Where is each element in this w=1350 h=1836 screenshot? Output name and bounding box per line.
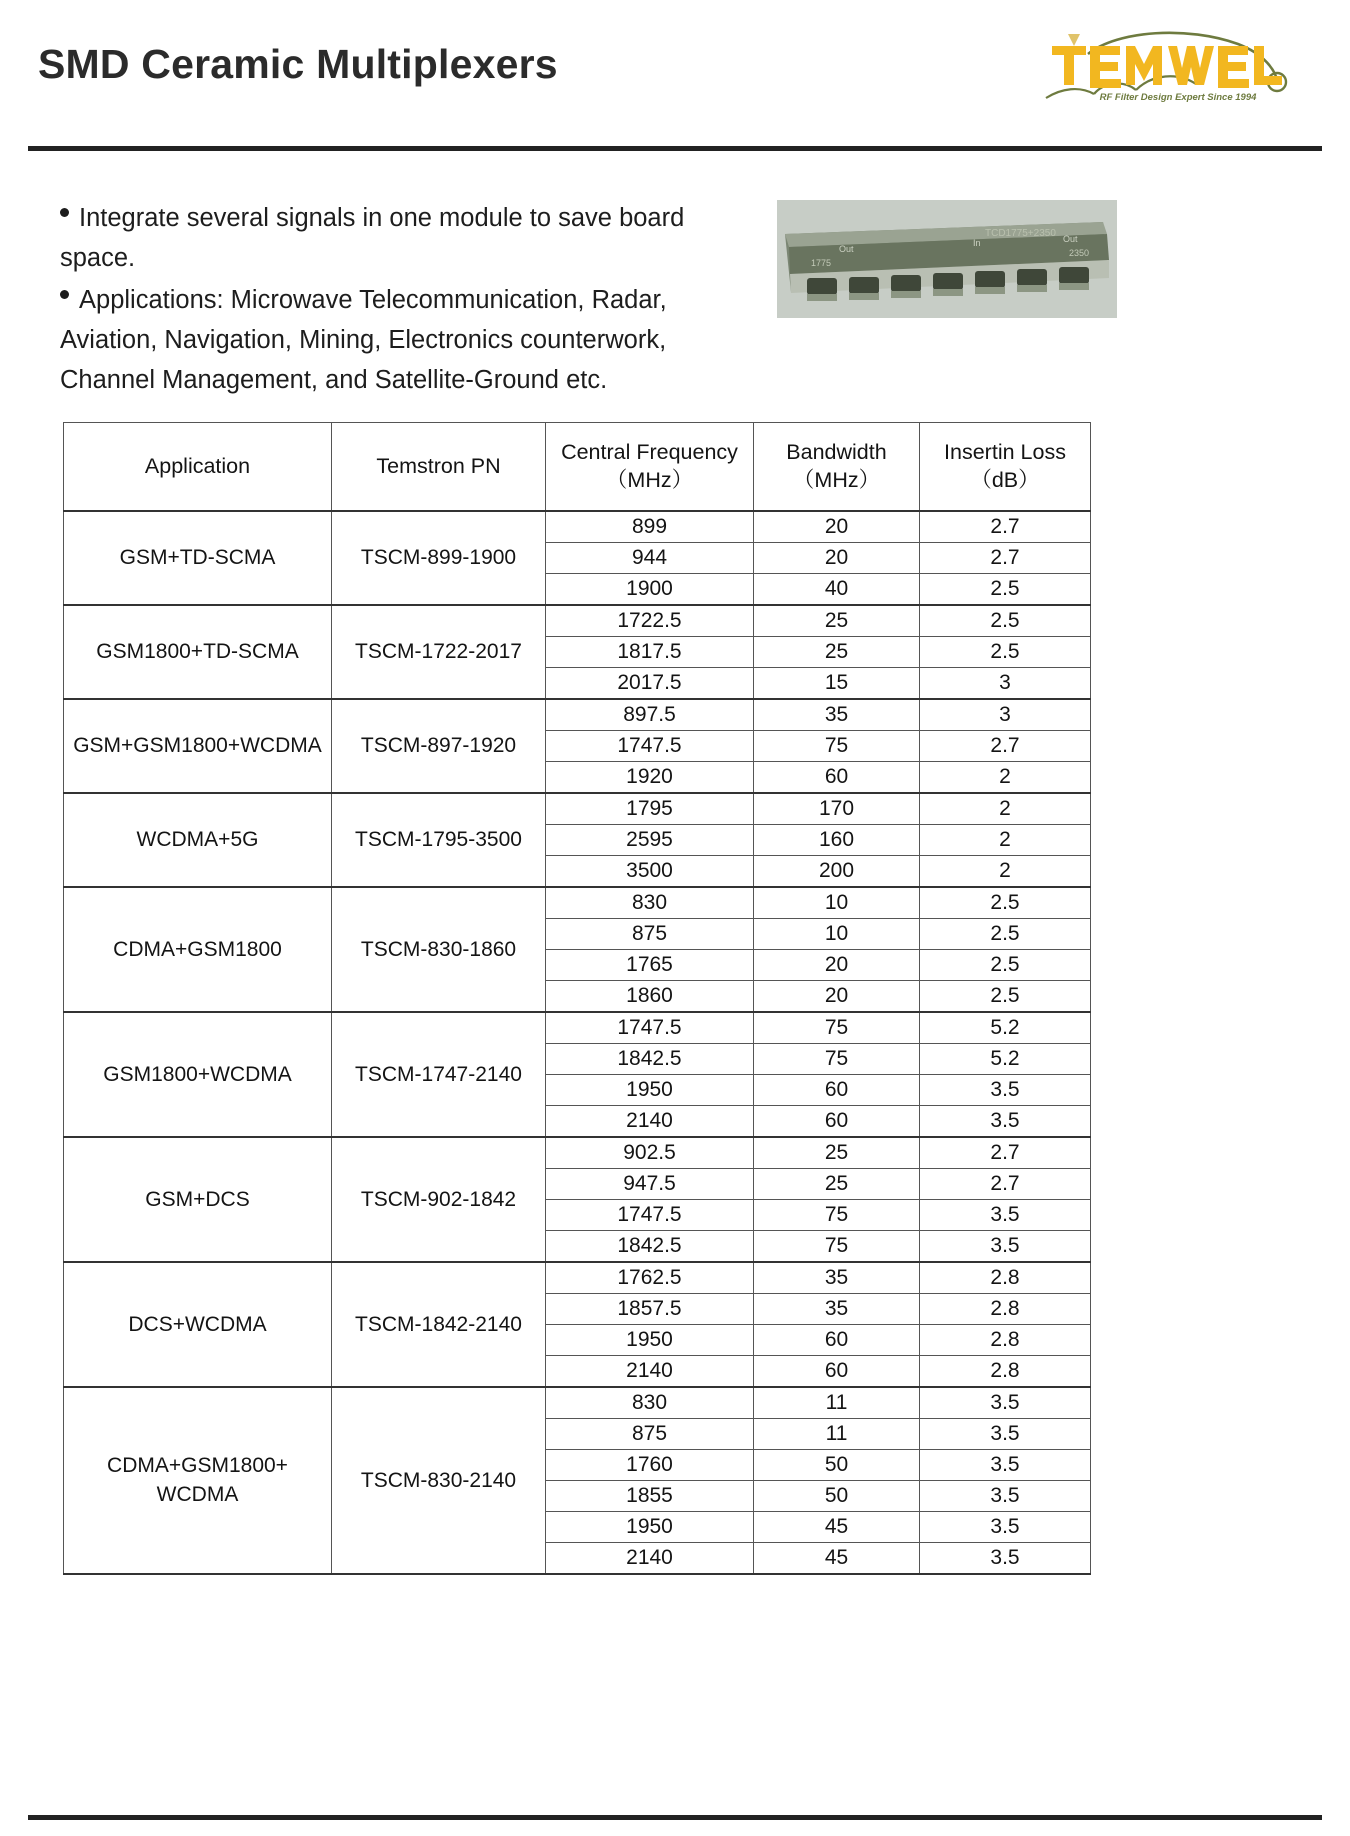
cell-insertion-loss: 5.2 xyxy=(920,1012,1091,1044)
column-header-temstron-pn xyxy=(332,423,546,511)
cell-central-frequency: 1860 xyxy=(546,980,754,1012)
table-row xyxy=(64,1387,1091,1419)
cell-bandwidth: 11 xyxy=(754,1387,920,1419)
cell-application: GSM1800+TD-SCMA xyxy=(64,605,332,699)
product-photo-graphic xyxy=(777,200,1117,318)
cell-central-frequency: 2140 xyxy=(546,1542,754,1574)
cell-insertion-loss: 2.5 xyxy=(920,949,1091,980)
cell-insertion-loss: 2 xyxy=(920,855,1091,887)
cell-bandwidth: 35 xyxy=(754,699,920,731)
cell-temstron-pn: TSCM-897-1920 xyxy=(332,699,546,793)
bullet-item xyxy=(60,280,750,400)
cell-bandwidth: 25 xyxy=(754,1137,920,1169)
header-divider xyxy=(28,146,1322,151)
table-row xyxy=(64,1137,1091,1169)
cell-insertion-loss: 2.7 xyxy=(920,730,1091,761)
cell-bandwidth: 11 xyxy=(754,1418,920,1449)
photo-part-label: TCD1775+2350 xyxy=(985,228,1056,239)
cell-insertion-loss: 3.5 xyxy=(920,1199,1091,1230)
cell-bandwidth: 60 xyxy=(754,1324,920,1355)
cell-insertion-loss: 2.5 xyxy=(920,573,1091,605)
cell-temstron-pn: TSCM-1842-2140 xyxy=(332,1262,546,1387)
photo-label-out-left: Out xyxy=(839,244,854,254)
table-body xyxy=(64,511,1091,1574)
cell-central-frequency: 2595 xyxy=(546,824,754,855)
product-photo xyxy=(777,200,1117,318)
photo-label-out-right: Out xyxy=(1063,234,1078,244)
cell-bandwidth: 75 xyxy=(754,1043,920,1074)
cell-application: DCS+WCDMA xyxy=(64,1262,332,1387)
bullet-dot-icon xyxy=(60,208,69,217)
cell-insertion-loss: 2.7 xyxy=(920,511,1091,543)
cell-temstron-pn: TSCM-830-2140 xyxy=(332,1387,546,1574)
bullet-dot-icon xyxy=(60,290,69,299)
cell-central-frequency: 1950 xyxy=(546,1074,754,1105)
cell-central-frequency: 1900 xyxy=(546,573,754,605)
table-row xyxy=(64,605,1091,637)
cell-bandwidth: 60 xyxy=(754,761,920,793)
footer-divider xyxy=(28,1815,1322,1820)
cell-bandwidth: 10 xyxy=(754,918,920,949)
cell-application: GSM+TD-SCMA xyxy=(64,511,332,605)
cell-bandwidth: 75 xyxy=(754,1199,920,1230)
cell-application: GSM+GSM1800+WCDMA xyxy=(64,699,332,793)
cell-insertion-loss: 3.5 xyxy=(920,1511,1091,1542)
header-label: Insertin Loss xyxy=(944,440,1066,465)
cell-bandwidth: 20 xyxy=(754,542,920,573)
intro-bullets xyxy=(60,198,750,400)
cell-central-frequency: 2017.5 xyxy=(546,667,754,699)
logo-tagline: RF Filter Design Expert Since 1994 xyxy=(1099,92,1257,103)
cell-central-frequency: 830 xyxy=(546,1387,754,1419)
table-row xyxy=(64,1262,1091,1294)
cell-bandwidth: 35 xyxy=(754,1293,920,1324)
cell-central-frequency: 1722.5 xyxy=(546,605,754,637)
cell-central-frequency: 1762.5 xyxy=(546,1262,754,1294)
cell-temstron-pn: TSCM-1747-2140 xyxy=(332,1012,546,1137)
cell-central-frequency: 1950 xyxy=(546,1511,754,1542)
cell-central-frequency: 944 xyxy=(546,542,754,573)
column-header-application xyxy=(64,423,332,511)
cell-bandwidth: 60 xyxy=(754,1355,920,1387)
table-row xyxy=(64,699,1091,731)
cell-central-frequency: 875 xyxy=(546,918,754,949)
header-label: Application xyxy=(144,454,251,479)
cell-insertion-loss: 3.5 xyxy=(920,1542,1091,1574)
cell-insertion-loss: 2.7 xyxy=(920,1137,1091,1169)
cell-bandwidth: 10 xyxy=(754,887,920,919)
cell-central-frequency: 897.5 xyxy=(546,699,754,731)
cell-insertion-loss: 3.5 xyxy=(920,1480,1091,1511)
column-header-insertion-loss xyxy=(920,423,1091,511)
cell-insertion-loss: 2.5 xyxy=(920,887,1091,919)
cell-central-frequency: 1842.5 xyxy=(546,1230,754,1262)
cell-central-frequency: 1920 xyxy=(546,761,754,793)
cell-bandwidth: 15 xyxy=(754,667,920,699)
cell-central-frequency: 899 xyxy=(546,511,754,543)
cell-insertion-loss: 2 xyxy=(920,761,1091,793)
cell-bandwidth: 25 xyxy=(754,605,920,637)
cell-insertion-loss: 3.5 xyxy=(920,1074,1091,1105)
cell-bandwidth: 60 xyxy=(754,1074,920,1105)
cell-application: CDMA+GSM1800 xyxy=(64,887,332,1012)
cell-bandwidth: 20 xyxy=(754,949,920,980)
cell-insertion-loss: 5.2 xyxy=(920,1043,1091,1074)
table-row xyxy=(64,1012,1091,1044)
cell-bandwidth: 50 xyxy=(754,1449,920,1480)
header-unit: （dB） xyxy=(970,468,1040,493)
table-header-row xyxy=(64,423,1091,511)
cell-insertion-loss: 2.5 xyxy=(920,636,1091,667)
cell-temstron-pn: TSCM-902-1842 xyxy=(332,1137,546,1262)
cell-central-frequency: 875 xyxy=(546,1418,754,1449)
table-row xyxy=(64,887,1091,919)
cell-central-frequency: 1795 xyxy=(546,793,754,825)
cell-insertion-loss: 3 xyxy=(920,667,1091,699)
cell-bandwidth: 200 xyxy=(754,855,920,887)
cell-central-frequency: 1765 xyxy=(546,949,754,980)
cell-temstron-pn: TSCM-1722-2017 xyxy=(332,605,546,699)
cell-insertion-loss: 2.5 xyxy=(920,605,1091,637)
cell-central-frequency: 1817.5 xyxy=(546,636,754,667)
cell-bandwidth: 25 xyxy=(754,1168,920,1199)
column-header-central-frequency xyxy=(546,423,754,511)
cell-central-frequency: 1760 xyxy=(546,1449,754,1480)
cell-insertion-loss: 2.7 xyxy=(920,1168,1091,1199)
photo-label-1775: 1775 xyxy=(811,258,832,268)
cell-central-frequency: 1857.5 xyxy=(546,1293,754,1324)
cell-insertion-loss: 2.8 xyxy=(920,1324,1091,1355)
cell-application: GSM1800+WCDMA xyxy=(64,1012,332,1137)
cell-bandwidth: 50 xyxy=(754,1480,920,1511)
cell-central-frequency: 1842.5 xyxy=(546,1043,754,1074)
table-header xyxy=(64,423,1091,511)
cell-insertion-loss: 2.5 xyxy=(920,980,1091,1012)
cell-insertion-loss: 2.7 xyxy=(920,542,1091,573)
bullet-text: Integrate several signals in one module to save board space. xyxy=(60,204,685,272)
page-title: SMD Ceramic Multiplexers xyxy=(38,40,558,87)
cell-bandwidth: 75 xyxy=(754,730,920,761)
cell-application: CDMA+GSM1800+ WCDMA xyxy=(64,1387,332,1574)
cell-bandwidth: 25 xyxy=(754,636,920,667)
cell-insertion-loss: 2.8 xyxy=(920,1262,1091,1294)
cell-bandwidth: 75 xyxy=(754,1230,920,1262)
cell-insertion-loss: 2.8 xyxy=(920,1293,1091,1324)
cell-insertion-loss: 2 xyxy=(920,824,1091,855)
page-header xyxy=(0,0,1350,128)
cell-insertion-loss: 3 xyxy=(920,699,1091,731)
cell-central-frequency: 1747.5 xyxy=(546,730,754,761)
cell-central-frequency: 830 xyxy=(546,887,754,919)
cell-central-frequency: 1855 xyxy=(546,1480,754,1511)
column-header-bandwidth xyxy=(754,423,920,511)
logo-graphic xyxy=(1028,24,1290,110)
cell-central-frequency: 2140 xyxy=(546,1105,754,1137)
cell-application: WCDMA+5G xyxy=(64,793,332,887)
cell-temstron-pn: TSCM-899-1900 xyxy=(332,511,546,605)
photo-label-2350: 2350 xyxy=(1069,248,1090,258)
cell-bandwidth: 60 xyxy=(754,1105,920,1137)
cell-central-frequency: 1747.5 xyxy=(546,1199,754,1230)
cell-central-frequency: 3500 xyxy=(546,855,754,887)
cell-bandwidth: 75 xyxy=(754,1012,920,1044)
cell-bandwidth: 40 xyxy=(754,573,920,605)
temwell-logo xyxy=(1028,24,1290,110)
header-label: Central Frequency xyxy=(561,440,738,465)
cell-insertion-loss: 3.5 xyxy=(920,1449,1091,1480)
header-label: Temstron PN xyxy=(376,454,501,479)
cell-bandwidth: 20 xyxy=(754,980,920,1012)
cell-insertion-loss: 3.5 xyxy=(920,1418,1091,1449)
header-unit: （MHz） xyxy=(792,468,881,493)
cell-central-frequency: 1950 xyxy=(546,1324,754,1355)
table-row xyxy=(64,511,1091,543)
cell-insertion-loss: 3.5 xyxy=(920,1105,1091,1137)
bullet-item xyxy=(60,198,750,278)
cell-bandwidth: 35 xyxy=(754,1262,920,1294)
table-row xyxy=(64,793,1091,825)
cell-bandwidth: 45 xyxy=(754,1542,920,1574)
cell-insertion-loss: 2.5 xyxy=(920,918,1091,949)
cell-insertion-loss: 2.8 xyxy=(920,1355,1091,1387)
cell-temstron-pn: TSCM-830-1860 xyxy=(332,887,546,1012)
cell-insertion-loss: 2 xyxy=(920,793,1091,825)
header-unit: （MHz） xyxy=(605,468,694,493)
specifications-table xyxy=(63,422,1091,1575)
header-label: Bandwidth xyxy=(786,440,887,465)
bullet-text: Applications: Microwave Telecommunication, Radar, Aviation, Navigation, Mining, Electronics counterwork, Channel Management, and Satellite-Ground etc. xyxy=(60,286,667,394)
cell-central-frequency: 902.5 xyxy=(546,1137,754,1169)
photo-label-in: In xyxy=(973,238,981,248)
cell-application: GSM+DCS xyxy=(64,1137,332,1262)
cell-bandwidth: 20 xyxy=(754,511,920,543)
cell-central-frequency: 1747.5 xyxy=(546,1012,754,1044)
cell-bandwidth: 170 xyxy=(754,793,920,825)
cell-central-frequency: 947.5 xyxy=(546,1168,754,1199)
cell-bandwidth: 45 xyxy=(754,1511,920,1542)
cell-temstron-pn: TSCM-1795-3500 xyxy=(332,793,546,887)
cell-central-frequency: 2140 xyxy=(546,1355,754,1387)
cell-insertion-loss: 3.5 xyxy=(920,1387,1091,1419)
cell-insertion-loss: 3.5 xyxy=(920,1230,1091,1262)
cell-bandwidth: 160 xyxy=(754,824,920,855)
